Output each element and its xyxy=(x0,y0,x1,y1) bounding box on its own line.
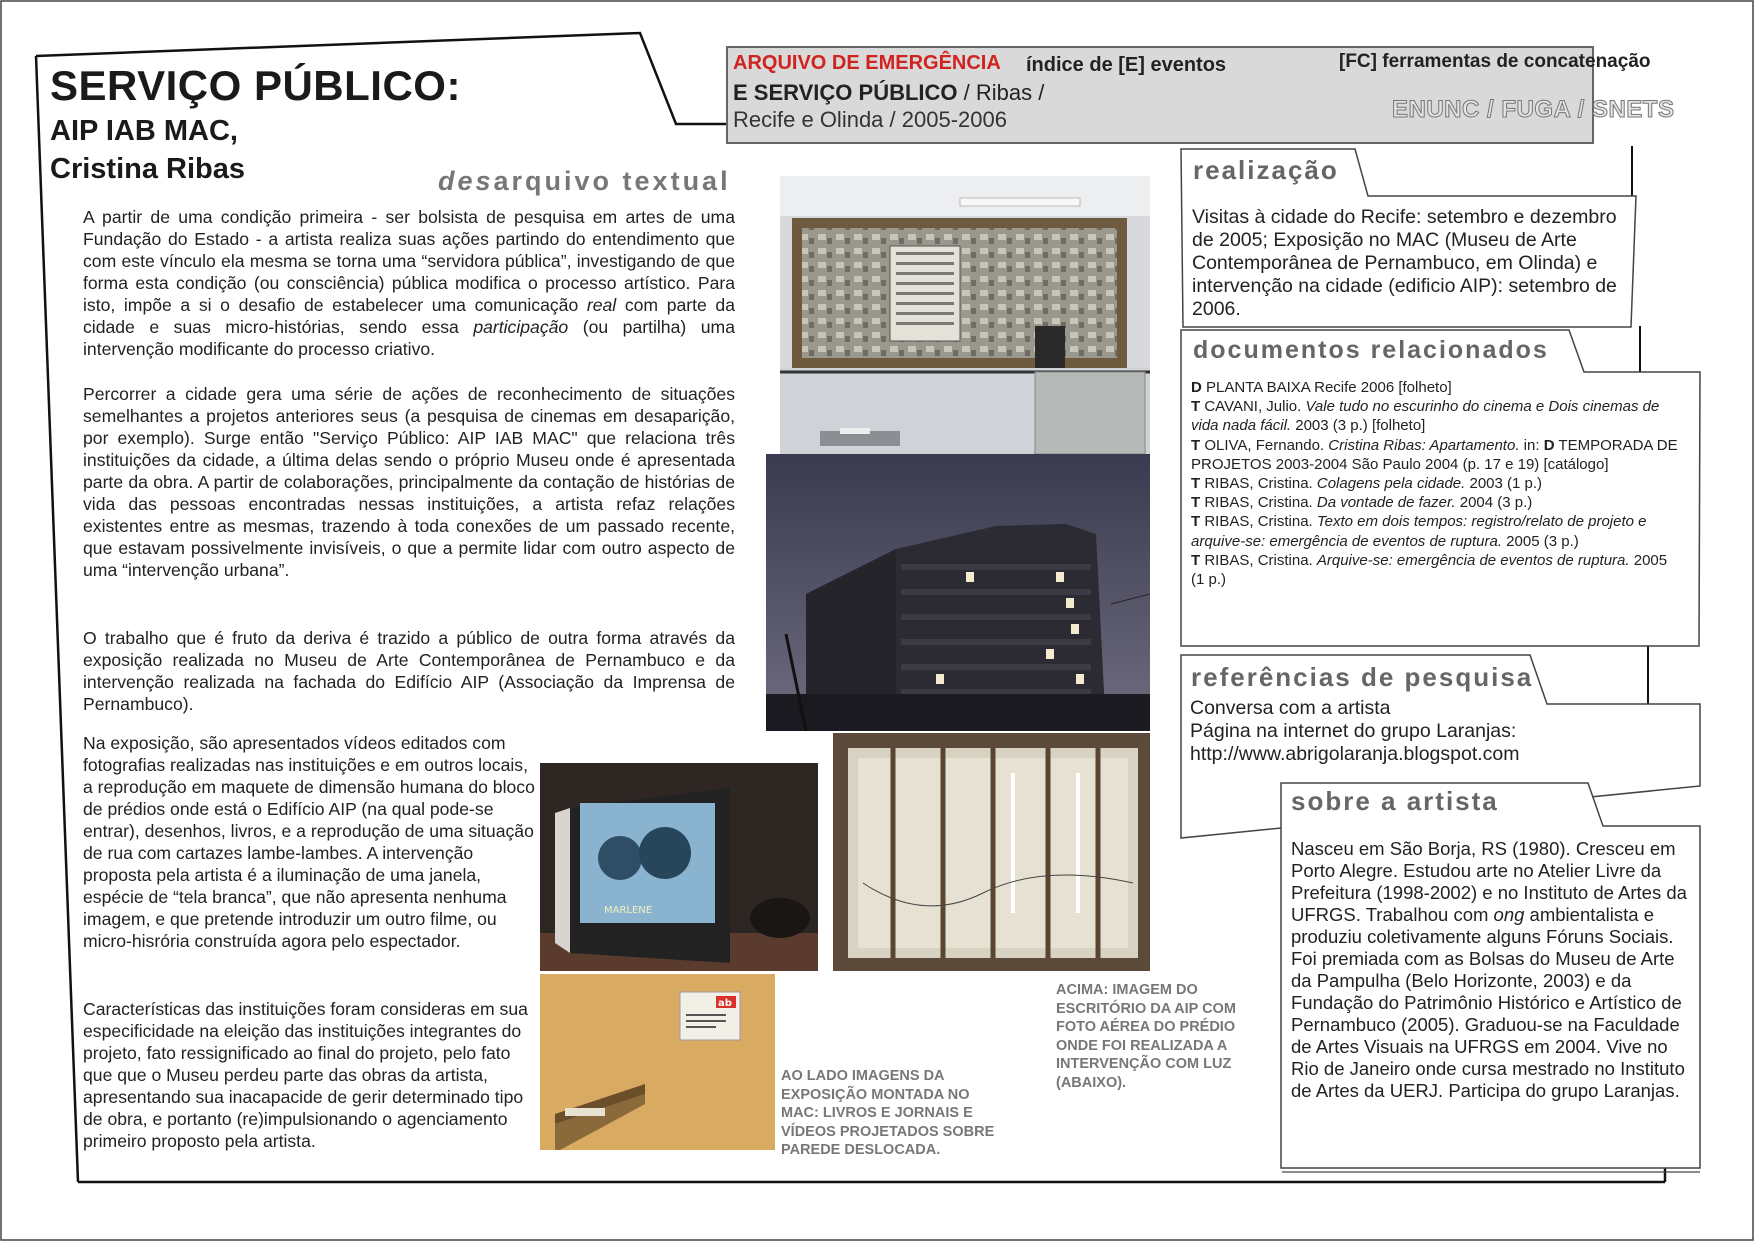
header-line2-rest: / Ribas / xyxy=(957,80,1045,105)
photo-projection-box xyxy=(540,763,818,971)
doc-type-tag: T xyxy=(1191,398,1201,416)
paragraph-3: O trabalho que é fruto da deriva é trazido a público de outra forma através da exposição realizada no Museu de Arte Contemporânea de Pernambuco e da intervenção realizada na fachada do Edifício AIP (Associação da Imprensa de Pernambuco). xyxy=(83,628,735,714)
section-heading-desarquivo xyxy=(438,166,731,197)
p1-participacao: participação xyxy=(473,317,569,337)
doc-type-tag: D xyxy=(1543,436,1555,454)
page-title: SERVIÇO PÚBLICO: xyxy=(50,62,461,109)
referencia-link[interactable]: http://www.abrigolaranja.blogspot.com xyxy=(1190,743,1520,765)
sobre-ong: ong xyxy=(1493,904,1525,925)
doc-text: 2003 (1 p.) xyxy=(1465,475,1543,493)
photo-light-window xyxy=(833,733,1150,971)
referencias-title: referências de pesquisa xyxy=(1191,662,1534,692)
realizacao-text: Visitas à cidade do Recife: setembro e dezembro de 2005; Exposição no MAC (Museu de Arte Contemporânea de Pernambuco, em Olinda) e intervenção na cidade (edificio AIP): setembro de 2006. xyxy=(1192,206,1617,320)
doc-title: Arquive-se: emergência de eventos de ruptura. xyxy=(1316,551,1630,569)
header-line2-bold: E SERVIÇO PÚBLICO xyxy=(733,80,958,105)
doc-text: 2005 (1 p.) xyxy=(1191,551,1668,589)
doc-text: RIBAS, Cristina. xyxy=(1200,494,1317,512)
doc-text: 2004 (3 p.) xyxy=(1455,494,1533,512)
doc-text: CAVANI, Julio. xyxy=(1200,398,1306,416)
paragraph-1 xyxy=(83,206,735,360)
doc-title: Colagens pela cidade. xyxy=(1316,475,1466,493)
doc-text: in: xyxy=(1519,436,1544,454)
doc-text: RIBAS, Cristina. xyxy=(1200,475,1317,493)
list-item xyxy=(1191,397,1681,435)
photo-aip-office xyxy=(780,176,1150,454)
list-item xyxy=(1191,436,1681,474)
doc-text: RIBAS, Cristina. xyxy=(1200,513,1317,531)
index-label: índice de [E] eventos xyxy=(1026,54,1227,76)
referencia-line: Página na internet do grupo Laranjas: xyxy=(1190,720,1517,742)
poster-text: ab xyxy=(718,998,732,1009)
desarquivo-rest: arquivo textual xyxy=(493,166,731,196)
paragraph-4: Na exposição, são apresentados vídeos editados com fotografias realizadas nas instituições e em outros locais, a reprodução em maquete de dimensão humana do bloco de prédios onde está o Edifício AIP (na qual pode-se entrar), desenhos, livros, e a reprodução de uma situação de rua com cartazes lambe-lambes. A intervenção proposta pela artista é a iluminação de uma janela, espécie de “tela branca”, que não apresenta nenhuma imagem, e que pretende introduzir um outro filme, ou micro-hisrória construída agora pelo espectador. xyxy=(83,733,535,951)
photo-books-wall xyxy=(540,974,775,1150)
referencias-text xyxy=(1190,697,1520,766)
screen-subtitle: MARLENE xyxy=(604,905,653,916)
paragraph-2: Percorrer a cidade gera uma série de ações de reconhecimento de situações semelhantes a projetos anteriores seus (a pesquisa de cinemas em desaparição, por exemplo). Surge então "Serviço Público: AIP IAB MAC" que relaciona três instituições da cidade, a última delas sendo o próprio Museu onde é apresentada parte da obra. A partir de colaborações, principalmente da contação de histórias de vida das pessoas encontradas nessas instituições, a artista refaz relações existentes entre as mesmas, trazendo à toda conexões de um passado recente, que estavam possivelmente invisíveis, o que a permite lidar com outro aspecto de uma “intervenção urbana”. xyxy=(83,384,735,580)
doc-type-tag: D xyxy=(1191,379,1202,396)
doc-type-tag: T xyxy=(1191,513,1201,531)
p1-part-a: A partir de uma condição primeira - ser bolsista de pesquisa em artes de uma Fundação do Estado - a artista realiza suas ações partindo do entendimento que com este vínculo ela mesma se torna uma “servidora pública”, investigando de que forma esta condição (ou consciência) pública modifica o processo artístico. Para isto, impõe a si o desafio de estabelecer uma comunicação xyxy=(83,207,735,315)
doc-type-tag: T xyxy=(1191,551,1201,569)
p1-real: real xyxy=(586,295,617,315)
sobre-part-a: Nasceu em São Borja, RS (1980). Cresceu em Porto Alegre. Estudou arte no Atelier Livre da Prefeitura (1998-2002) e no Instituto de Artes da UFRGS. Trabalhou com xyxy=(1291,838,1687,925)
doc-text: PLANTA BAIXA Recife 2006 [folheto] xyxy=(1201,379,1452,396)
tools-label: [FC] ferramentas de concatenação xyxy=(1339,51,1651,72)
sobre-text xyxy=(1291,838,1691,1102)
doc-title: Da vontade de fazer. xyxy=(1316,494,1456,512)
header-line2 xyxy=(733,80,1044,106)
documentos-list xyxy=(1191,378,1681,589)
page-subtitle: AIP IAB MAC, xyxy=(50,115,238,147)
header-line3: Recife e Olinda / 2005-2006 xyxy=(733,107,1007,132)
list-item xyxy=(1191,512,1681,550)
list-item xyxy=(1191,378,1681,397)
desarquivo-prefix: des xyxy=(438,166,494,196)
enunc-label: ENUNC / FUGA / SNETS xyxy=(1392,96,1675,123)
paragraph-5: Características das instituições foram consideras em sua especificidade na eleição das instituições integrantes do projeto, fato ressignificado ao final do projeto, pelo fato que que o Museu perdeu parte das obras da artista, apresentando sua inacapacide de gerir determinado tipo de obra, e portanto (re)impulsionando o agenciamento primeiro proposto pela artista. xyxy=(83,999,528,1151)
doc-title: Texto em dois tempos: registro/relato de projeto e arquive-se: emergência de eventos de ruptura. xyxy=(1191,513,1647,550)
doc-text: OLIVA, Fernando. xyxy=(1200,436,1329,454)
doc-type-tag: T xyxy=(1191,475,1201,493)
documentos-title: documentos relacionados xyxy=(1193,336,1549,364)
doc-type-tag: T xyxy=(1191,436,1201,454)
list-item xyxy=(1191,493,1681,512)
realizacao-title: realização xyxy=(1193,155,1339,185)
caption-right: ACIMA: IMAGEM DO ESCRITÓRIO DA AIP COM FOTO AÉREA DO PRÉDIO ONDE FOI REALIZADA A INTERVENÇÃO COM LUZ (ABAIXO). xyxy=(1056,982,1236,1091)
sobre-part-b: ambientalista e produziu coletivamente alguns Fóruns Sociais. Foi premiada com as Bolsas do Museu de Arte da Pampulha (Belo Horizonte, 2003) e da Fundação do Patrimônio Histórico e Artístico de Pernambuco (2005). Graduou-se na Faculdade de Artes Visuais na UFRGS em 2004. Vive no Rio de Janeiro onde cursa mestrado no Instituto de Artes da UERJ. Participa do grupo Laranjas. xyxy=(1291,904,1685,1101)
artist-name: Cristina Ribas xyxy=(50,153,245,185)
referencia-line: Conversa com a artista xyxy=(1190,697,1391,719)
doc-text: RIBAS, Cristina. xyxy=(1200,551,1317,569)
p1-part-c: (ou partilha) uma intervenção modificante do processo criativo. xyxy=(83,317,735,359)
list-item xyxy=(1191,474,1681,493)
p1-part-b: com parte da cidade e suas micro-histórias, sendo essa xyxy=(83,295,736,337)
caption-left: AO LADO IMAGENS DA EXPOSIÇÃO MONTADA NO MAC: LIVROS E JORNAIS E VÍDEOS PROJETADOS SOBRE PAREDE DESLOCADA. xyxy=(781,1068,995,1158)
doc-title: Cristina Ribas: Apartamento. xyxy=(1328,436,1520,454)
list-item xyxy=(1191,551,1681,589)
doc-text: TEMPORADA DE PROJETOS 2003-2004 São Paulo 2004 (p. 17 e 19) [catálogo] xyxy=(1191,436,1678,473)
archive-label: ARQUIVO DE EMERGÊNCIA xyxy=(733,52,1001,74)
doc-text: 2003 (3 p.) [folheto] xyxy=(1291,417,1426,435)
doc-type-tag: T xyxy=(1191,494,1201,512)
sobre-title: sobre a artista xyxy=(1291,786,1499,816)
doc-title: Vale tudo no escurinho do cinema e Dois cinemas de vida nada fácil. xyxy=(1191,398,1660,435)
photo-aip-building xyxy=(766,454,1150,731)
doc-text: 2005 (3 p.) xyxy=(1502,532,1579,550)
